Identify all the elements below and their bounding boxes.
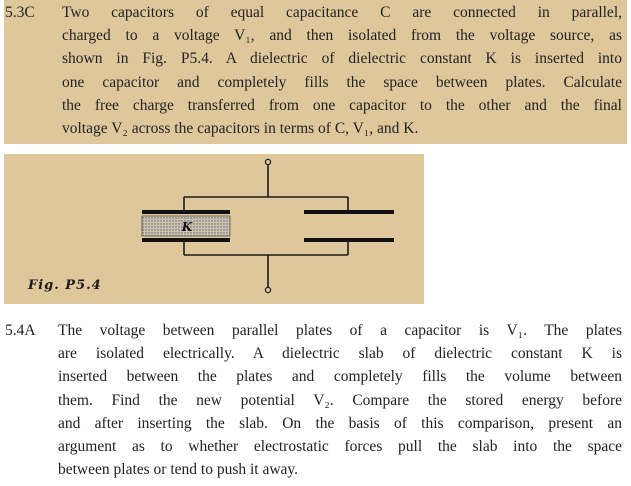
figure-caption: Fig. P5.4 [28,278,102,293]
problem-text [62,1,622,140]
top-terminal [265,159,270,164]
text-line: charged to a voltage V₁, and then isolated from the voltage source, as [62,27,622,45]
text-line: argument as to whether electrostatic forces pull the slab into the space [58,438,622,456]
text-line: The voltage between parallel plates of a capacitor is V₁. The plates [58,322,622,339]
text-line: shown in Fig. P5.4. A dielectric of dielectric constant K is inserted into [62,50,622,68]
figure-p5-4 [4,154,424,304]
text-line: between plates or tend to push it away. [58,461,299,479]
text-line: are isolated electrically. A dielectric slab of dielectric constant K is [58,345,622,363]
dielectric-label: K [181,220,193,234]
problem-number: 5.4A [5,322,36,339]
text-line: the free charge transferred from one capacitor to the other and the final [62,96,622,114]
text-line: and after inserting the slab. On the basis of this comparison, present an [58,414,622,432]
text-line: one capacitor and completely fills the space between plates. Calculate [62,73,622,91]
problem-number: 5.3C [5,4,35,21]
problem-text [58,319,622,481]
text-line: voltage V₂ across the capacitors in terms of C, V₁, and K. [62,120,419,138]
bottom-terminal [265,287,270,292]
text-line: them. Find the new potential V₂. Compare the stored energy before [58,391,622,409]
text-line: Two capacitors of equal capacitance C are connected in parallel, [62,4,622,21]
text-line: inserted between the plates and completely fills the volume between [58,368,622,386]
